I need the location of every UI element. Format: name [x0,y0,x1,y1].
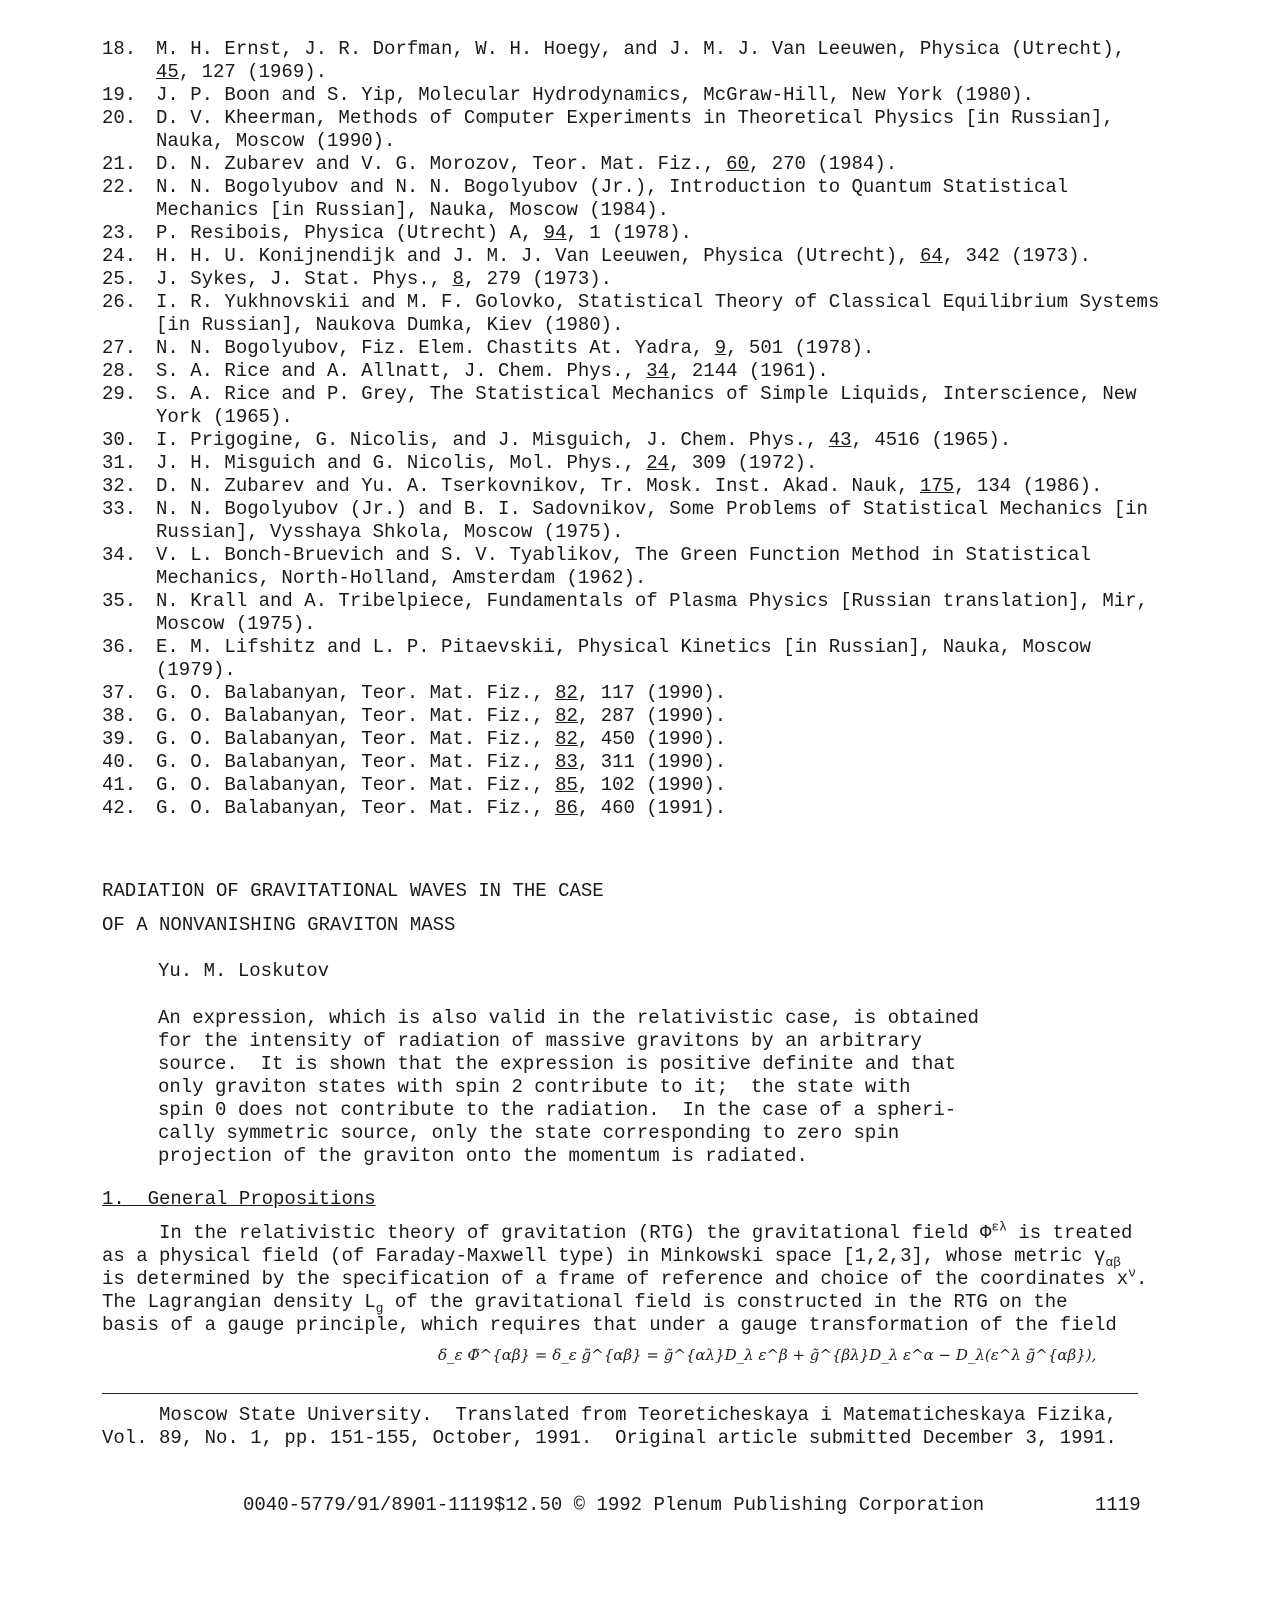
copyright-line: 0040-5779/91/8901-1119$12.50 © 1992 Plenum Publishing Corporation [243,1494,985,1516]
reference-item [102,452,1162,475]
reference-number: 42. [102,797,137,819]
section-heading: 1. General Propositions [102,1188,376,1210]
reference-text [156,337,1162,360]
reference-fragment: , 311 (1990). [577,751,727,773]
reference-text [156,84,1162,107]
reference-fragment: , 342 (1973). [942,245,1091,267]
reference-item [102,636,1162,682]
reference-item [102,728,1162,751]
reference-number: 33. [102,498,137,520]
reference-item [102,291,1171,337]
reference-item [102,222,1162,245]
reference-number: 37. [102,682,137,704]
reference-number: 31. [102,452,137,474]
reference-fragment: , 4516 (1965). [851,429,1012,451]
reference-text [156,728,1162,751]
reference-item [102,498,1162,544]
body-text: is determined by the specification of a frame of reference and choice of the coordinates x [102,1268,1129,1290]
volume-number: 85 [555,774,578,796]
reference-number: 35. [102,590,137,612]
reference-text [156,383,1162,429]
body-text: as a physical field (of Faraday-Maxwell type) in Minkowski space [1,2,3], whose metric γ [102,1245,1106,1267]
reference-fragment: G. O. Balabanyan, Teor. Mat. Fiz., [156,774,556,796]
volume-number: 86 [555,797,578,819]
reference-item [102,590,1162,636]
volume-number: 45 [156,61,179,83]
reference-text [156,797,1162,820]
reference-text [156,751,1162,774]
reference-number: 34. [102,544,137,566]
reference-text [156,475,1162,498]
equation: δ_ε Φ̃^{αβ} = δ_ε g̃^{αβ} = g̃^{αλ}D_λ ε^β + g̃^{βλ}D_λ ε^α − D_λ(ε^λ g̃^{αβ}), [438,1346,1097,1364]
reference-fragment: N. N. Bogolyubov and N. N. Bogolyubov (Jr.), Introduction to Quantum Statistical Mechanics [in Russian], Nauka, Moscow (1984). [156,176,1080,221]
reference-number: 40. [102,751,137,773]
page-number: 1119 [1095,1494,1141,1516]
volume-number: 175 [919,475,955,497]
abstract: An expression, which is also valid in the relativistic case, is obtained for the intensity of radiation of massive gravitons by an arbitrary source. It is shown that the expression is positive definite and that only graviton states with spin 2 contribute to it; the state with spin 0 does not contribute to the radiation. In the case of a spheri- cally symmetric source, only the state corresponding to zero spin projection of the graviton onto the momentum is radiated. [158,1007,979,1167]
reference-fragment: G. O. Balabanyan, Teor. Mat. Fiz., [156,728,556,750]
article-title-line: RADIATION OF GRAVITATIONAL WAVES IN THE CASE [102,880,604,902]
reference-item [102,268,1162,291]
reference-fragment: D. N. Zubarev and V. G. Morozov, Teor. Mat. Fiz., [156,153,727,175]
reference-text [156,429,1162,452]
reference-text [156,38,1162,84]
reference-fragment: G. O. Balabanyan, Teor. Mat. Fiz., [156,682,556,704]
volume-number: 82 [555,705,578,727]
reference-item [102,153,1162,176]
reference-number: 19. [102,84,137,106]
reference-fragment: , 279 (1973). [463,268,613,290]
reference-text [156,774,1162,797]
reference-fragment: I. Prigogine, G. Nicolis, and J. Misguich, J. Chem. Phys., [156,429,829,451]
reference-number: 30. [102,429,137,451]
reference-item [102,751,1162,774]
article-title [102,880,604,948]
reference-item [102,360,1162,383]
reference-text [156,268,1162,291]
reference-fragment: , 102 (1990). [577,774,727,796]
reference-number: 18. [102,38,137,60]
reference-number: 24. [102,245,137,267]
reference-number: 41. [102,774,137,796]
reference-number: 22. [102,176,137,198]
reference-text [156,544,1162,590]
reference-fragment: S. A. Rice and A. Allnatt, J. Chem. Phys., [156,360,647,382]
reference-text [156,452,1162,475]
subscript: αβ [1105,1254,1121,1270]
reference-fragment: E. M. Lifshitz and L. P. Pitaevskii, Physical Kinetics [in Russian], Nauka, Moscow (1979). [156,636,1103,681]
reference-number: 26. [102,291,137,313]
reference-text [156,636,1162,682]
reference-item [102,705,1162,728]
reference-fragment: D. V. Kheerman, Methods of Computer Experiments in Theoretical Physics [in Russian], Nauka, Moscow (1990). [156,107,1126,152]
reference-fragment: , 117 (1990). [577,682,727,704]
reference-fragment: D. N. Zubarev and Yu. A. Tserkovnikov, Tr. Mosk. Inst. Akad. Nauk, [156,475,920,497]
volume-number: 34 [646,360,670,382]
reference-item [102,107,1162,153]
reference-number: 36. [102,636,137,658]
reference-text [156,682,1162,705]
reference-fragment: N. Krall and A. Tribelpiece, Fundamentals of Plasma Physics [Russian translation], Mir, Moscow (1975). [156,590,1160,635]
reference-fragment: J. H. Misguich and G. Nicolis, Mol. Phys., [156,452,647,474]
volume-number: 43 [828,429,852,451]
reference-fragment: , 309 (1972). [669,452,818,474]
reference-fragment: , 134 (1986). [954,475,1103,497]
volume-number: 24 [646,452,670,474]
reference-number: 39. [102,728,137,750]
reference-fragment: M. H. Ernst, J. R. Dorfman, W. H. Hoegy, and J. M. J. Van Leeuwen, Physica (Utrecht), [156,38,1137,60]
body-text: . [1135,1268,1148,1290]
reference-text [156,590,1162,636]
superscript: ελ [991,1219,1007,1235]
reference-fragment: , 460 (1991). [577,797,727,819]
reference-text [156,705,1162,728]
volume-number: 83 [555,751,578,773]
reference-item [102,383,1162,429]
reference-text [156,360,1162,383]
superscript: ν [1128,1265,1136,1281]
reference-number: 23. [102,222,137,244]
footnote-line: Vol. 89, No. 1, pp. 151-155, October, 1991. Original article submitted December 3, 1991. [102,1427,1117,1449]
reference-item [102,38,1162,84]
reference-fragment: , 450 (1990). [577,728,727,750]
reference-item [102,544,1162,590]
body-text: The Lagrangian density L [102,1291,376,1313]
reference-fragment: N. N. Bogolyubov, Fiz. Elem. Chastits At. Yadra, [156,337,715,359]
volume-number: 94 [543,222,567,244]
reference-fragment: P. Resibois, Physica (Utrecht) A, [156,222,544,244]
article-title-line: OF A NONVANISHING GRAVITON MASS [102,914,456,936]
reference-fragment: N. N. Bogolyubov (Jr.) and B. I. Sadovnikov, Some Problems of Statistical Mechanics [in Russian], Vysshaya Shkola, Moscow (1975). [156,498,1160,543]
reference-number: 28. [102,360,137,382]
reference-item [102,774,1162,797]
volume-number: 9 [714,337,727,359]
subscript: g [375,1300,384,1316]
reference-number: 32. [102,475,137,497]
body-text: is treated [1006,1222,1133,1244]
volume-number: 60 [726,153,749,175]
reference-number: 29. [102,383,137,405]
reference-number: 20. [102,107,137,129]
reference-text [156,498,1162,544]
reference-fragment: , 270 (1984). [748,153,898,175]
reference-fragment: , 501 (1978). [726,337,875,359]
reference-item [102,475,1162,498]
section-body [102,1219,1162,1337]
volume-number: 82 [555,728,578,750]
footnote-divider [102,1393,1138,1394]
reference-item [102,797,1162,820]
reference-item [102,245,1162,268]
reference-text [156,153,1162,176]
body-text: In the relativistic theory of gravitation (RTG) the gravitational field Φ [102,1222,992,1244]
reference-fragment: , 287 (1990). [577,705,727,727]
reference-fragment: G. O. Balabanyan, Teor. Mat. Fiz., [156,797,556,819]
article-author: Yu. M. Loskutov [158,960,330,982]
reference-number: 25. [102,268,137,290]
reference-fragment: , 2144 (1961). [669,360,829,382]
reference-item [102,337,1162,360]
reference-item [102,429,1162,452]
reference-text [156,291,1171,337]
reference-text [156,245,1162,268]
reference-fragment: J. P. Boon and S. Yip, Molecular Hydrodynamics, McGraw-Hill, New York (1980). [156,84,1034,106]
reference-fragment: , 1 (1978). [566,222,692,244]
reference-text [156,107,1162,153]
footnote [102,1404,1117,1450]
volume-number: 8 [452,268,464,290]
reference-text [156,222,1162,245]
reference-text [156,176,1162,222]
volume-number: 82 [555,682,578,704]
reference-fragment: I. R. Yukhnovskii and M. F. Golovko, Statistical Theory of Classical Equilibrium Systems [in Russian], Naukova Dumka, Kiev (1980). [156,291,1171,336]
reference-item [102,176,1162,222]
reference-item [102,682,1162,705]
body-text: basis of a gauge principle, which requires that under a gauge transformation of the field [102,1314,1117,1336]
reference-fragment: V. L. Bonch-Bruevich and S. V. Tyablikov, The Green Function Method in Statistical Mechanics, North-Holland, Amsterdam (1962). [156,544,1103,589]
body-text: of the gravitational field is constructed in the RTG on the [383,1291,1068,1313]
reference-fragment: G. O. Balabanyan, Teor. Mat. Fiz., [156,751,556,773]
volume-number: 64 [919,245,943,267]
reference-fragment: G. O. Balabanyan, Teor. Mat. Fiz., [156,705,556,727]
reference-fragment: J. Sykes, J. Stat. Phys., [156,268,453,290]
reference-fragment: , 127 (1969). [178,61,328,83]
reference-number: 38. [102,705,137,727]
footnote-line: Moscow State University. Translated from Teoreticheskaya i Matematicheskaya Fizika, [102,1404,1117,1426]
reference-fragment: H. H. U. Konijnendijk and J. M. J. Van Leeuwen, Physica (Utrecht), [156,245,920,267]
reference-item [102,84,1162,107]
reference-number: 21. [102,153,137,175]
reference-list [102,38,1171,820]
reference-number: 27. [102,337,137,359]
reference-fragment: S. A. Rice and P. Grey, The Statistical Mechanics of Simple Liquids, Interscience, New York (1965). [156,383,1148,428]
